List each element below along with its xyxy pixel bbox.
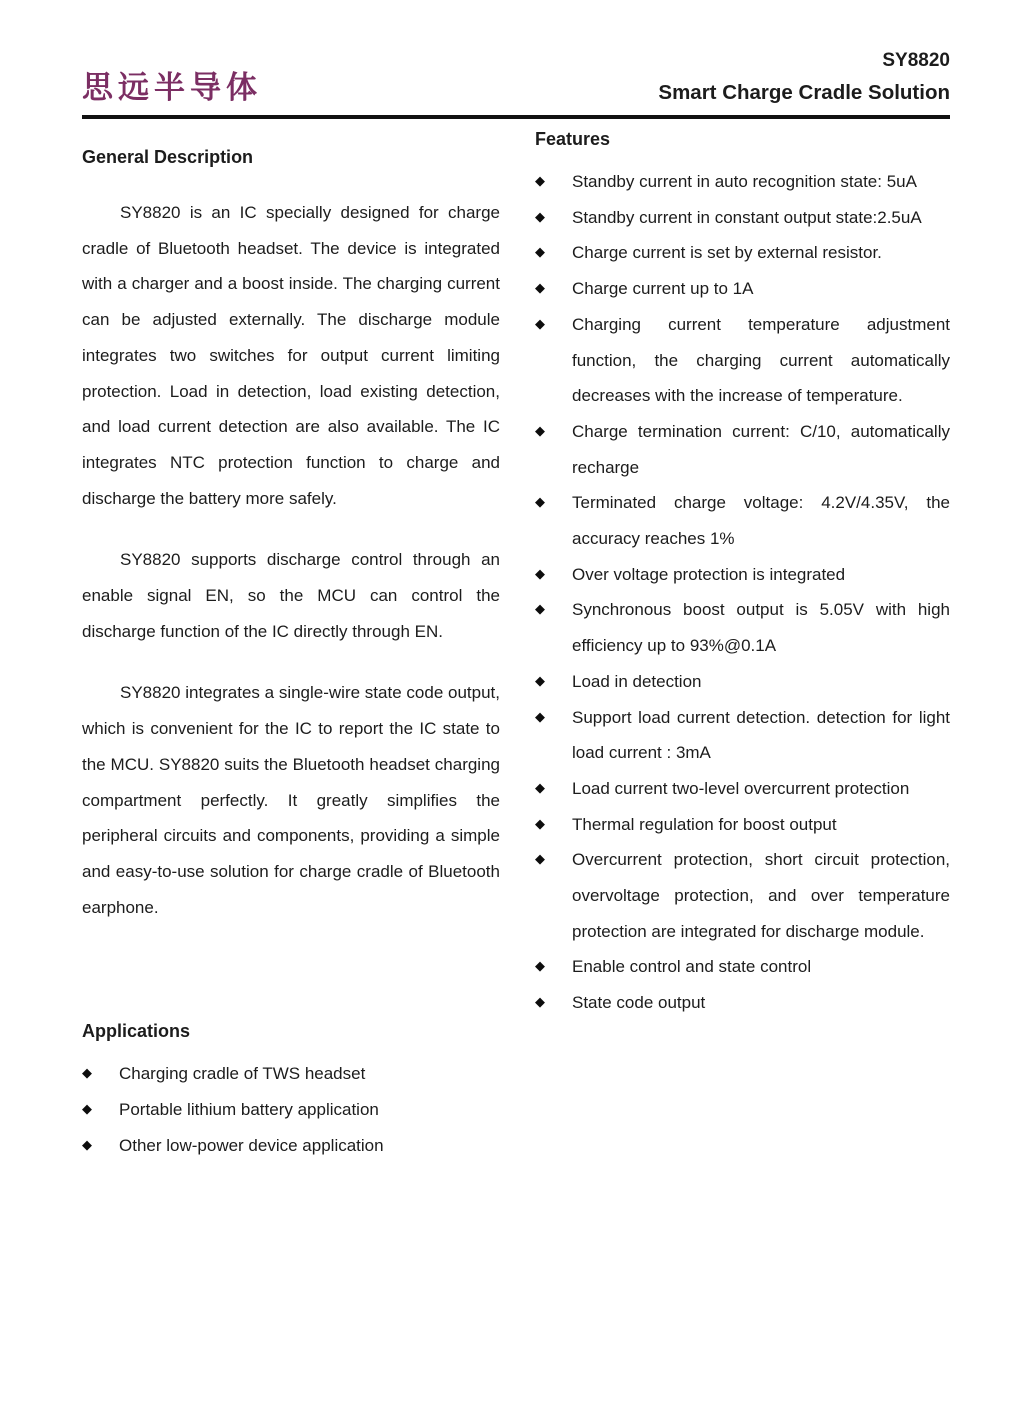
feature-item-text: Load current two-level overcurrent protection: [572, 778, 910, 798]
feature-item-text: Support load current detection. detection for light load current : 3mA: [572, 707, 950, 763]
feature-item: [535, 592, 950, 663]
feature-item: [535, 664, 950, 700]
general-description-paragraphs: [82, 195, 500, 925]
feature-item-text: Terminated charge voltage: 4.2V/4.35V, the accuracy reaches 1%: [572, 493, 950, 549]
feature-item-text: Charge termination current: C/10, automatically recharge: [572, 421, 950, 477]
right-column: [535, 119, 950, 1021]
feature-item: [535, 700, 950, 771]
diamond-bullet-icon: ◆: [535, 423, 545, 439]
feature-item: [535, 485, 950, 556]
feature-item-text: Charge current up to 1A: [572, 279, 754, 299]
diamond-bullet-icon: ◆: [535, 209, 545, 225]
left-column: [82, 119, 500, 1163]
application-item-text: Charging cradle of TWS headset: [119, 1064, 366, 1084]
diamond-bullet-icon: ◆: [82, 1102, 92, 1118]
feature-item-text: Over voltage protection is integrated: [572, 564, 846, 584]
feature-item-text: Thermal regulation for boost output: [572, 814, 837, 834]
diamond-bullet-icon: ◆: [535, 852, 545, 868]
general-description-title: General Description: [82, 147, 254, 167]
features-title: Features: [535, 129, 611, 149]
feature-item-text: Overcurrent protection, short circuit protection, overvoltage protection, and over temperature protection are integrated for discharge module.: [572, 850, 950, 941]
description-paragraph: SY8820 is an IC specially designed for charge cradle of Bluetooth headset. The device is integrated with a charger and a boost inside. The charging current can be adjusted externally. The discharge module integrates two switches for output current limiting protection. Load in detection, load existing detection, and load current detection are also available. The IC integrates NTC protection function to charge and discharge the battery more safely.: [82, 203, 500, 508]
application-list: [82, 1056, 500, 1163]
diamond-bullet-icon: ◆: [535, 174, 545, 189]
feature-item: [535, 200, 950, 236]
feature-item: [535, 842, 950, 949]
diamond-bullet-icon: ◆: [535, 673, 545, 689]
feature-item-text: Standby current in constant output state:2.5uA: [572, 207, 922, 227]
description-paragraph: SY8820 integrates a single-wire state code output, which is convenient for the IC to report the IC state to the MCU. SY8820 suits the Bluetooth headset charging compartment perfectly. It greatly simplifies the peripheral circuits and components, providing a simple and easy-to-use solution for charge cradle of Bluetooth earphone.: [82, 683, 500, 917]
page-header: [82, 46, 950, 109]
diamond-bullet-icon: ◆: [535, 709, 545, 725]
company-logo: 思远半导体: [82, 70, 262, 107]
feature-item: [535, 271, 950, 307]
diamond-bullet-icon: ◆: [82, 1137, 92, 1153]
feature-item: [535, 307, 950, 414]
feature-list: [535, 164, 950, 1021]
header-title-block: [658, 46, 950, 109]
feature-item-text: Charge current is set by external resistor.: [572, 243, 882, 263]
diamond-bullet-icon: ◆: [535, 602, 545, 618]
content-columns: [82, 119, 950, 1163]
diamond-bullet-icon: ◆: [535, 245, 545, 261]
application-item-text: Other low-power device application: [119, 1135, 384, 1155]
diamond-bullet-icon: ◆: [82, 1066, 92, 1082]
diamond-bullet-icon: ◆: [535, 316, 545, 332]
feature-item: [535, 235, 950, 271]
feature-item: [535, 807, 950, 843]
diamond-bullet-icon: ◆: [535, 995, 545, 1011]
application-item: [82, 1056, 500, 1092]
feature-item-text: Standby current in auto recognition state: 5uA: [572, 172, 917, 191]
diamond-bullet-icon: ◆: [535, 495, 545, 511]
diamond-bullet-icon: ◆: [535, 959, 545, 975]
feature-item: [535, 771, 950, 807]
feature-item: [535, 164, 950, 200]
feature-item: [535, 414, 950, 485]
diamond-bullet-icon: ◆: [535, 281, 545, 297]
feature-item-text: Enable control and state control: [572, 957, 812, 977]
feature-item-text: State code output: [572, 993, 706, 1013]
part-number: SY8820: [882, 50, 950, 71]
diamond-bullet-icon: ◆: [535, 780, 545, 796]
feature-item: [535, 557, 950, 593]
feature-item-text: Synchronous boost output is 5.05V with high efficiency up to 93%@0.1A: [572, 600, 950, 656]
feature-item: [535, 949, 950, 985]
applications-title: Applications: [82, 1021, 191, 1042]
description-paragraph: SY8820 supports discharge control through an enable signal EN, so the MCU can control the discharge function of the IC directly through EN.: [82, 550, 500, 641]
feature-item: [535, 985, 950, 1021]
application-item-text: Portable lithium battery application: [119, 1100, 379, 1120]
document-title: Smart Charge Cradle Solution: [658, 81, 950, 104]
application-item: [82, 1092, 500, 1128]
application-item: [82, 1128, 500, 1164]
diamond-bullet-icon: ◆: [535, 566, 545, 582]
feature-item-text: Charging current temperature adjustment function, the charging current automatically decreases with the increase of temperature.: [572, 314, 950, 406]
diamond-bullet-icon: ◆: [535, 816, 545, 832]
feature-item-text: Load in detection: [572, 671, 702, 691]
